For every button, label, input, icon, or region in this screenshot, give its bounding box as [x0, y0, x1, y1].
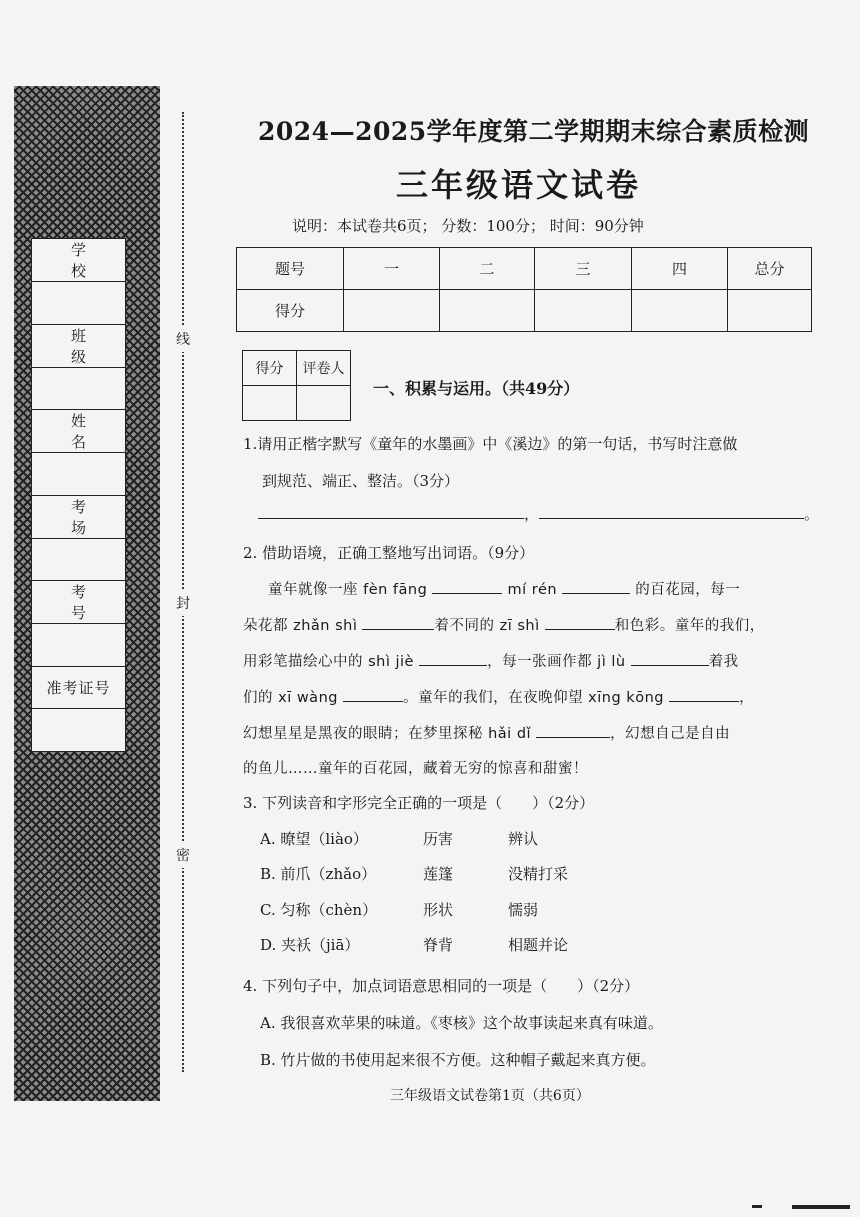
q2-blank-haidi[interactable] [536, 723, 610, 738]
score-table-score-row [237, 290, 812, 332]
q2-blank-jilu[interactable] [631, 651, 709, 666]
exam-number-label: 考 号 [32, 581, 126, 624]
page-footer: 三年级语文试卷第1页（共6页） [390, 1088, 590, 1104]
q2-line-6: 的鱼儿……童年的百花园，藏着无穷的惊喜和甜蜜！ [243, 761, 588, 777]
exam-note: 说明：本试卷共6页； 分数：100分； 时间：90分钟 [292, 217, 644, 235]
q1-line2: 到规范、端正、整洁。（3分） [262, 472, 460, 490]
q3-stem: 3. 下列读音和字形完全正确的一项是（ ）（2分） [243, 794, 595, 812]
score-table-header-row [237, 248, 812, 290]
seal-mark-xian: 线 [174, 326, 192, 352]
score-table [236, 247, 812, 332]
score-input-total[interactable] [728, 290, 812, 332]
q2-text-2b: 着不同的 zī shì [434, 618, 540, 634]
name-field[interactable] [32, 453, 126, 496]
q2-blank-zhanshi[interactable] [362, 615, 434, 630]
score-cell-label: 题号 [237, 248, 344, 290]
q3-option-a[interactable] [260, 828, 539, 849]
name-label: 姓 名 [32, 410, 126, 453]
exam-room-label: 考 场 [32, 495, 126, 538]
q2-text-1a: 童年就像一座 fèn fāng [268, 582, 428, 598]
score-cell-total: 总分 [728, 248, 812, 290]
class-label: 班 级 [32, 324, 126, 367]
grader-table [242, 350, 351, 421]
q2-blank-miren[interactable] [562, 579, 630, 594]
q2-line-2 [243, 614, 765, 635]
q1-period: 。 [804, 505, 820, 523]
q3-option-b[interactable] [260, 863, 569, 884]
q3-c-word2: 形状 [423, 901, 454, 919]
q4-option-b[interactable]: B. 竹片做的书使用起来很不方便。这种帽子戴起来真方便。 [260, 1051, 656, 1069]
q2-blank-zishi[interactable] [545, 615, 615, 630]
q3-d-word1: D. 夹袄（jiā） [260, 936, 360, 954]
q2-line-4 [243, 686, 754, 707]
admission-ticket-label: 准考证号 [32, 666, 126, 709]
q2-text-4b: 。童年的我们，在夜晚仰望 xīng kōng [403, 690, 664, 706]
q1-blank-1[interactable] [258, 504, 524, 519]
class-field[interactable] [32, 367, 126, 410]
grader-name-field[interactable] [297, 386, 351, 421]
score-cell-4: 四 [632, 248, 728, 290]
score-input-2[interactable] [440, 290, 535, 332]
q4-stem: 4. 下列句子中，加点词语意思相同的一项是（ ）（2分） [243, 977, 640, 995]
exam-title: 2024—2025学年度第二学期期末综合素质检测 [258, 117, 810, 146]
seal-mark-feng: 封 [174, 590, 192, 616]
score-cell-1: 一 [344, 248, 440, 290]
q2-heading: 2. 借助语境，正确工整地写出词语。（9分） [243, 544, 535, 562]
q2-blank-xingkong[interactable] [669, 687, 739, 702]
q3-d-word3: 相题并论 [508, 936, 569, 954]
q2-line-1 [268, 578, 740, 599]
q2-text-3b: ，每一张画作都 jì lù [487, 654, 626, 670]
q1-answer-line [258, 503, 819, 524]
q2-blank-shijie[interactable] [419, 651, 487, 666]
q3-option-d[interactable] [260, 934, 569, 955]
q1-line1: 1.请用正楷字默写《童年的水墨画》中《溪边》的第一句话，书写时注意做 [243, 435, 738, 453]
exam-subtitle: 三年级语文试卷 [396, 166, 642, 204]
q3-b-word3: 没精打采 [508, 865, 569, 883]
score-input-4[interactable] [632, 290, 728, 332]
q3-a-word1: A. 暸望（liào） [260, 830, 368, 848]
school-field[interactable] [32, 282, 126, 325]
q3-d-word2: 脊背 [423, 936, 454, 954]
q2-text-4c: ， [739, 690, 755, 706]
q3-c-word3: 懦弱 [508, 901, 539, 919]
grader-score-field[interactable] [243, 386, 297, 421]
q3-a-word3: 辨认 [508, 830, 539, 848]
score-cell-2: 二 [440, 248, 535, 290]
seal-mark-mi: 密 [174, 842, 192, 868]
q2-line-5 [243, 722, 730, 743]
q3-b-word1: B. 前爪（zhǎo） [260, 865, 377, 883]
scan-mark-short [752, 1205, 762, 1208]
q3-b-word2: 莲篷 [423, 865, 454, 883]
score-input-3[interactable] [535, 290, 632, 332]
q3-a-word2: 历害 [423, 830, 454, 848]
section-1-heading: 一、积累与运用。（共49分） [373, 379, 580, 398]
q3-option-c[interactable] [260, 899, 539, 920]
q2-text-3c: 着我 [708, 654, 739, 670]
q2-text-5b: ，幻想自己是自由 [610, 726, 731, 742]
scan-mark-long [792, 1205, 850, 1209]
q1-blank-2[interactable] [539, 504, 804, 519]
q2-text-4a: 们的 xī wàng [243, 690, 338, 706]
q2-text-2c: 和色彩。童年的我们， [614, 618, 765, 634]
q2-blank-fenfang[interactable] [432, 579, 502, 594]
grader-score-label: 得分 [243, 351, 297, 386]
q2-text-2a: 朵花都 zhǎn shì [243, 618, 358, 634]
score-cell-3: 三 [535, 248, 632, 290]
exam-number-field[interactable] [32, 624, 126, 667]
student-info-table [31, 238, 138, 752]
q3-c-word1: C. 匀称（chèn） [260, 901, 378, 919]
q2-text-3a: 用彩笔描绘心中的 shì jiè [243, 654, 414, 670]
q4-option-a[interactable]: A. 我很喜欢苹果的味道。《枣核》这个故事读起来真有味道。 [260, 1014, 663, 1032]
score-row-label: 得分 [237, 290, 344, 332]
q2-text-1c: 的百花园，每一 [635, 582, 741, 598]
school-label: 学 校 [32, 239, 126, 282]
q2-line-3 [243, 650, 739, 671]
exam-room-field[interactable] [32, 538, 126, 581]
grader-name-label: 评卷人 [297, 351, 351, 386]
q1-comma: ， [524, 505, 540, 523]
q2-text-1b: mí rén [507, 582, 558, 598]
q2-text-5a: 幻想星星是黑夜的眼睛；在梦里探秘 hǎi dǐ [243, 726, 532, 742]
q2-blank-xiwang[interactable] [343, 687, 403, 702]
score-input-1[interactable] [344, 290, 440, 332]
admission-ticket-field[interactable] [32, 709, 126, 752]
